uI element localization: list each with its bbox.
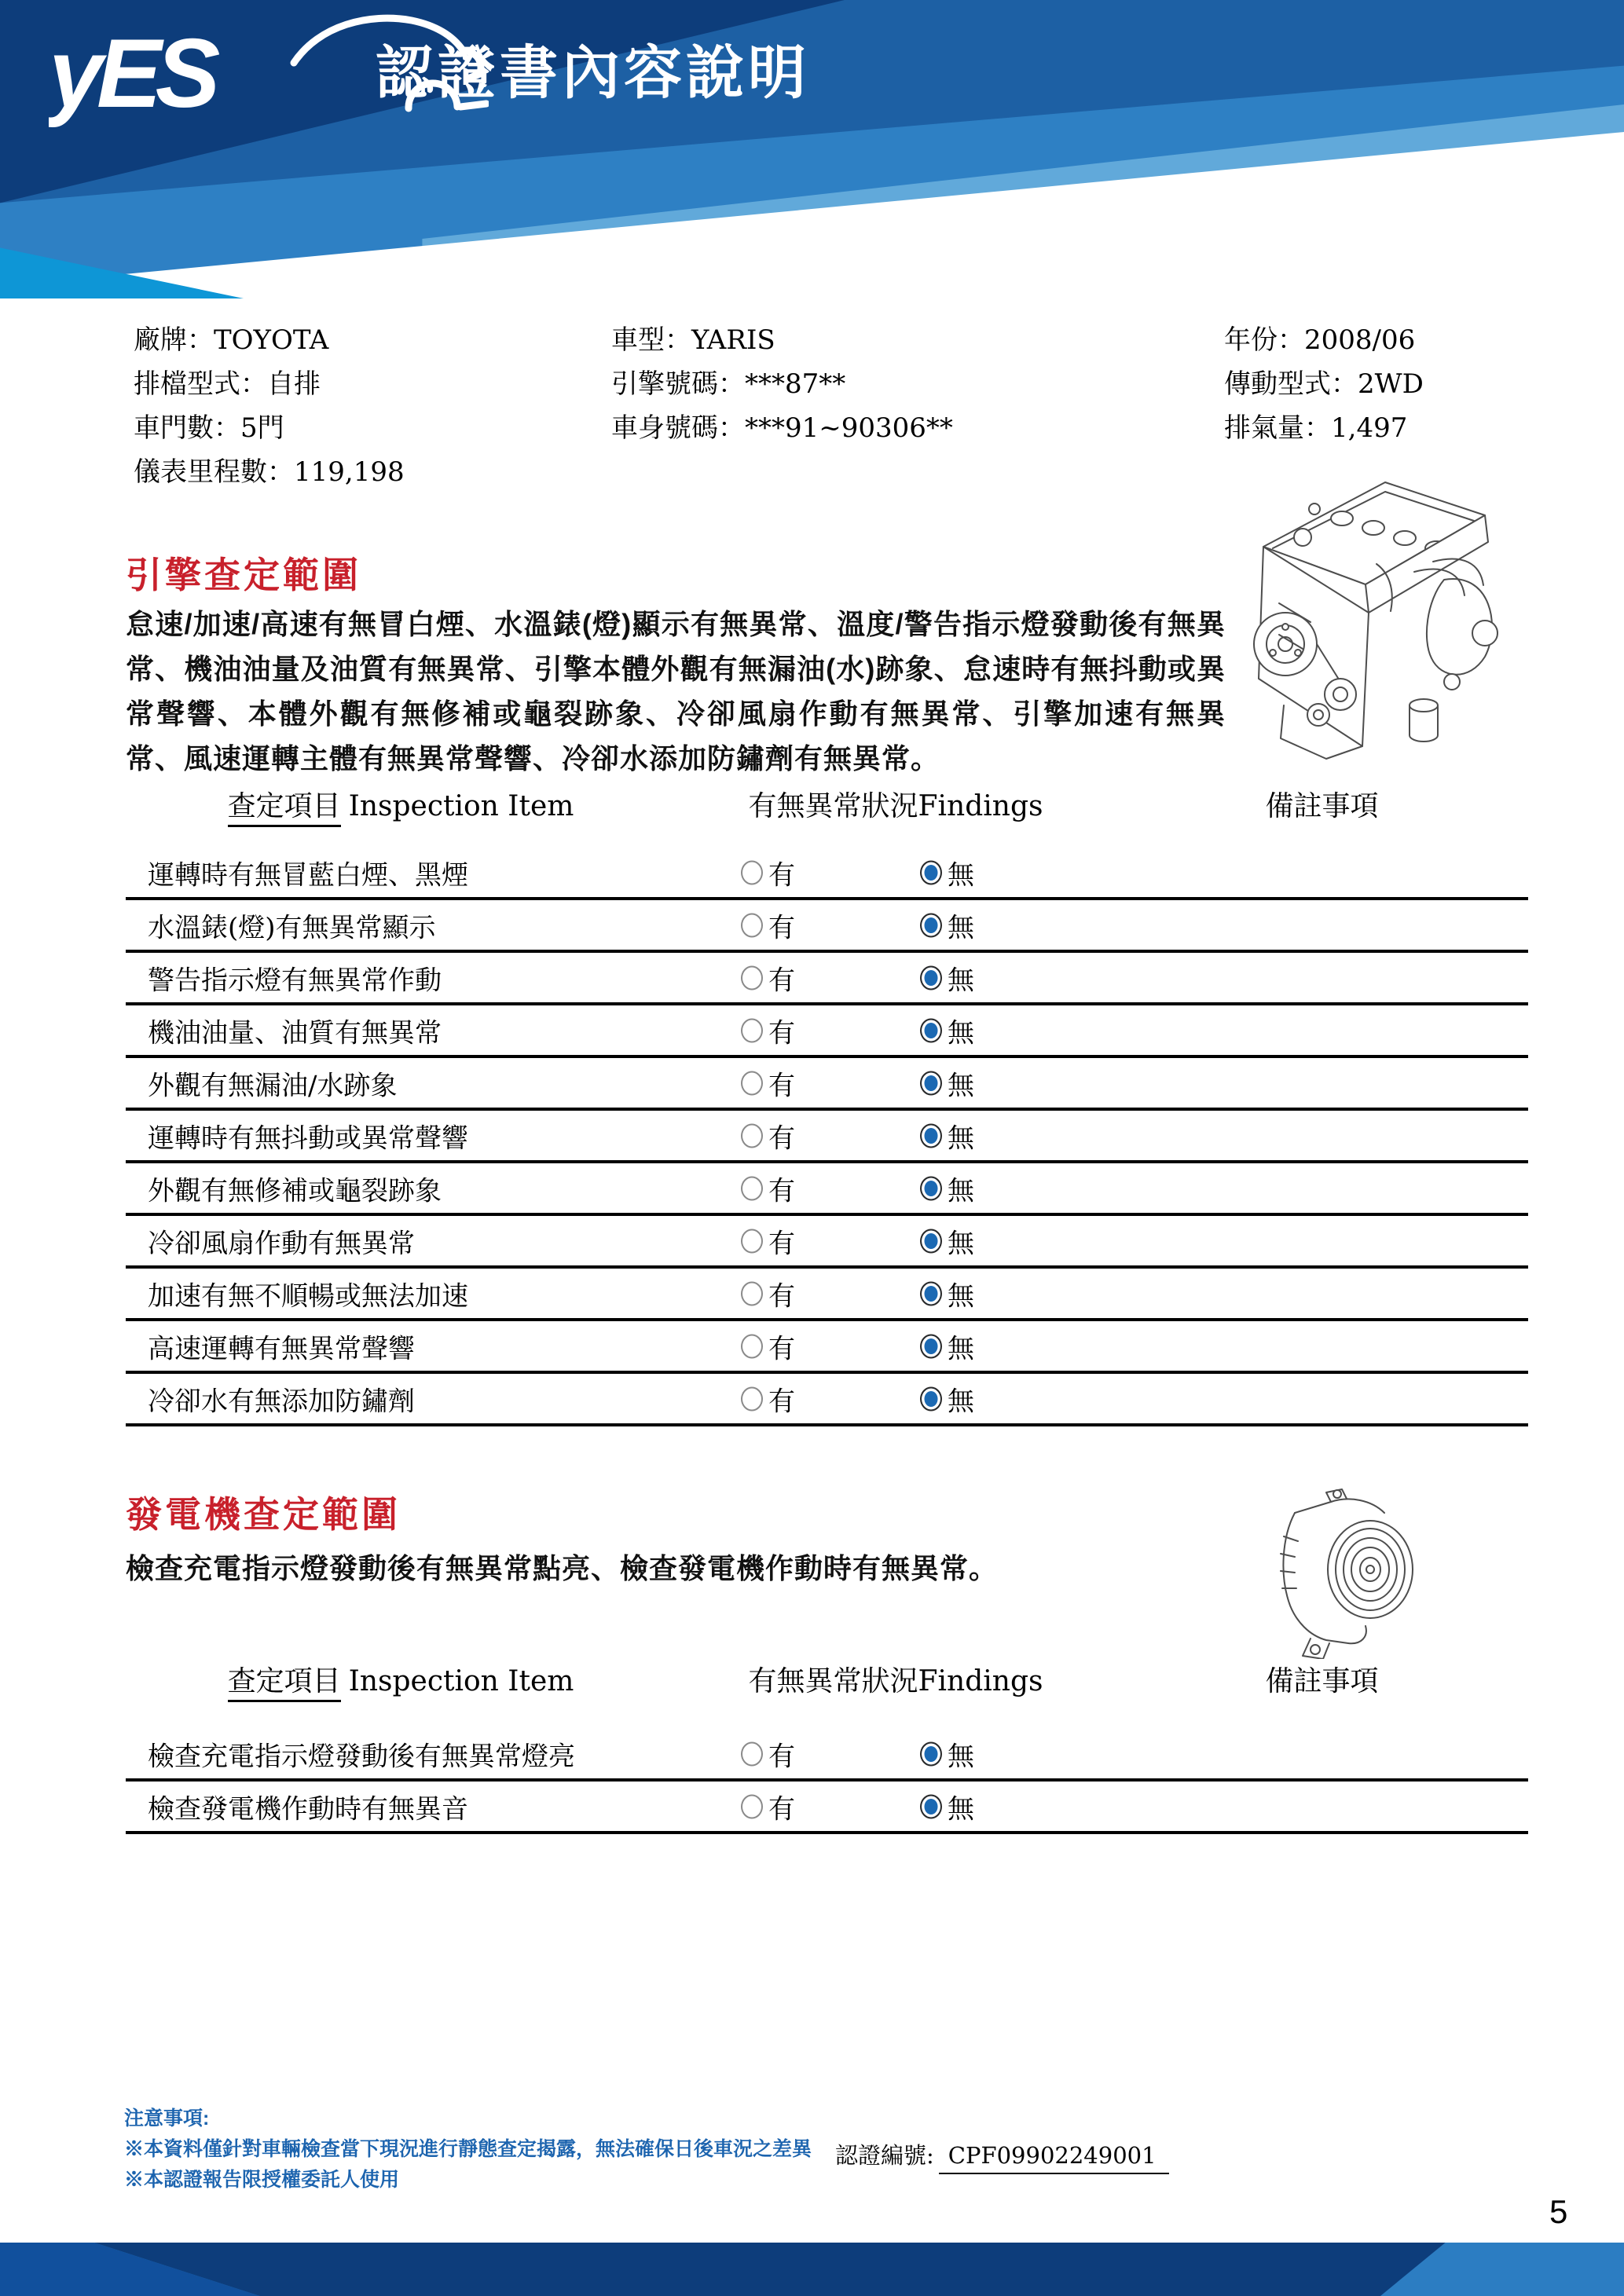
radio-yes-label: 有 (768, 1741, 795, 1772)
certificate-number-label: 認證編號: (835, 2142, 934, 2169)
table-row (126, 953, 1528, 1005)
vehicle-info-col1 (134, 318, 405, 494)
radio-circle-filled-icon[interactable] (920, 1386, 942, 1411)
inspection-item-label: 機油油量、油質有無異常 (148, 1017, 442, 1049)
radio-yes[interactable] (741, 1064, 795, 1102)
radio-circle-icon[interactable] (741, 1334, 763, 1358)
radio-no-label: 無 (948, 1386, 974, 1417)
radio-yes[interactable] (741, 958, 795, 997)
vehicle-year: 年份：2008/06 (1224, 324, 1416, 356)
inspection-item-label: 檢查充電指示燈發動後有無異常燈亮 (148, 1741, 575, 1772)
radio-no-selected[interactable] (920, 1734, 974, 1773)
radio-no-label: 無 (948, 1122, 974, 1154)
radio-circle-filled-icon[interactable] (920, 1334, 942, 1358)
vehicle-mileage: 儀表里程數：119,198 (134, 456, 405, 488)
radio-no-selected[interactable] (920, 906, 974, 944)
vehicle-model: 車型：YARIS (611, 324, 775, 356)
column-header-findings: 有無異常狀況Findings (748, 1665, 1043, 1697)
radio-no-selected[interactable] (920, 1221, 974, 1260)
inspection-item-label: 冷卻水有無添加防鏽劑 (148, 1386, 415, 1417)
radio-yes[interactable] (741, 1327, 795, 1365)
radio-no-selected[interactable] (920, 1379, 974, 1418)
table-row (126, 1058, 1528, 1111)
radio-circle-filled-icon[interactable] (920, 1018, 942, 1042)
generator-inspection-table (126, 1729, 1528, 1834)
radio-circle-icon[interactable] (741, 1229, 763, 1253)
page-title: 認證書內容說明 (376, 40, 810, 105)
engine-section-title: 引擎查定範圍 (126, 555, 361, 595)
radio-circle-filled-icon[interactable] (920, 1176, 942, 1200)
radio-yes[interactable] (741, 906, 795, 944)
radio-circle-filled-icon[interactable] (920, 913, 942, 937)
radio-yes-label: 有 (768, 1280, 795, 1312)
table-row (126, 1374, 1528, 1426)
generator-section-title: 發電機查定範圍 (126, 1494, 401, 1535)
generator-section-description: 檢查充電指示燈發動後有無異常點亮、檢查發電機作動時有無異常。 (126, 1552, 999, 1584)
radio-yes-label: 有 (768, 1228, 795, 1259)
radio-no-selected[interactable] (920, 1064, 974, 1102)
radio-circle-icon[interactable] (741, 1386, 763, 1411)
vehicle-displacement: 排氣量：1,497 (1224, 412, 1408, 444)
page-number: 5 (1549, 2193, 1568, 2230)
vehicle-vin: 車身號碼：***91~90306** (611, 412, 953, 444)
radio-no-label: 無 (948, 1175, 974, 1207)
radio-circle-icon[interactable] (741, 1071, 763, 1095)
radio-no-selected[interactable] (920, 1011, 974, 1049)
inspection-item-label: 加速有無不順暢或無法加速 (148, 1280, 468, 1312)
radio-no-selected[interactable] (920, 958, 974, 997)
alternator-illustration (1256, 1481, 1430, 1659)
vehicle-info-col3 (1224, 318, 1424, 450)
radio-yes[interactable] (741, 1734, 795, 1773)
table-row (126, 1216, 1528, 1269)
radio-no-label: 無 (948, 1333, 974, 1364)
radio-no-selected[interactable] (920, 1116, 974, 1155)
vehicle-doors: 車門數：5門 (134, 412, 284, 444)
radio-yes-label: 有 (768, 1175, 795, 1207)
table-row (126, 1321, 1528, 1374)
radio-circle-filled-icon[interactable] (920, 860, 942, 884)
radio-no-selected[interactable] (920, 1169, 974, 1207)
logo-text: yES (49, 20, 214, 128)
vehicle-info-col2 (611, 318, 953, 450)
vehicle-engine-no: 引擎號碼：***87** (611, 368, 846, 400)
table-row (126, 1005, 1528, 1058)
radio-no-label: 無 (948, 1741, 974, 1772)
engine-illustration (1208, 446, 1516, 767)
radio-circle-filled-icon[interactable] (920, 1281, 942, 1305)
radio-yes[interactable] (741, 1787, 795, 1825)
table-row (126, 1782, 1528, 1834)
radio-circle-filled-icon[interactable] (920, 965, 942, 990)
inspection-item-label: 外觀有無修補或龜裂跡象 (148, 1175, 442, 1207)
inspection-item-label: 運轉時有無冒藍白煙、黑煙 (148, 859, 468, 891)
radio-circle-icon[interactable] (741, 1123, 763, 1148)
radio-no-selected[interactable] (920, 1787, 974, 1825)
inspection-item-label: 警告指示燈有無異常作動 (148, 965, 442, 996)
table-row (126, 1729, 1528, 1782)
generator-table-header (126, 1659, 1528, 1699)
column-header-item: 查定項目 Inspection Item (126, 1659, 676, 1699)
inspection-item-label: 水溫錶(燈)有無異常顯示 (148, 912, 436, 943)
radio-circle-icon[interactable] (741, 1281, 763, 1305)
radio-no-label: 無 (948, 1017, 974, 1049)
engine-inspection-table (126, 848, 1528, 1426)
radio-circle-icon[interactable] (741, 860, 763, 884)
radio-no-selected[interactable] (920, 1274, 974, 1313)
radio-circle-icon[interactable] (741, 913, 763, 937)
column-header-item: 查定項目 Inspection Item (126, 784, 676, 824)
certificate-number-row (835, 2138, 1169, 2174)
footer-navy-shape (0, 2243, 1624, 2296)
vehicle-transmission: 排檔型式：自排 (134, 368, 321, 400)
header-banner (0, 0, 1624, 298)
notice-line: ※本認證報告限授權委託人使用 (124, 2169, 400, 2191)
radio-circle-icon[interactable] (741, 965, 763, 990)
vehicle-brand: 廠牌：TOYOTA (134, 324, 329, 356)
radio-circle-icon[interactable] (741, 1018, 763, 1042)
radio-yes-label: 有 (768, 1070, 795, 1101)
radio-no-label: 無 (948, 1070, 974, 1101)
radio-yes[interactable] (741, 1379, 795, 1418)
radio-no-label: 無 (948, 1280, 974, 1312)
inspection-item-label: 運轉時有無抖動或異常聲響 (148, 1122, 468, 1154)
column-header-remarks: 備註事項 (1265, 1665, 1379, 1697)
radio-circle-icon[interactable] (741, 1741, 763, 1766)
certificate-number-value: CPF09902249001 (939, 2142, 1169, 2174)
notice-title: 注意事項: (124, 2107, 210, 2129)
table-row (126, 848, 1528, 900)
engine-section-description: 怠速/加速/高速有無冒白煙、水溫錶(燈)顯示有無異常、溫度/警告指示燈發動後有無異常、機油油量及油質有無異常、引擎本體外觀有無漏油(水)跡象、怠速時有無抖動或異常聲響、本體外觀有無修補或龜裂跡象、冷卻風扇作動有無異常、引擎加速有無異常、風速運轉主體有無異常聲響、冷卻水添加防鏽劑有無異常。 (126, 608, 1226, 774)
radio-no-selected[interactable] (920, 853, 974, 892)
radio-yes-label: 有 (768, 1122, 795, 1154)
radio-circle-filled-icon[interactable] (920, 1741, 942, 1766)
inspection-item-label: 冷卻風扇作動有無異常 (148, 1228, 415, 1259)
radio-yes-label: 有 (768, 859, 795, 891)
radio-no-selected[interactable] (920, 1327, 974, 1365)
radio-yes[interactable] (741, 1011, 795, 1049)
radio-yes-label: 有 (768, 1333, 795, 1364)
table-row (126, 900, 1528, 953)
radio-circle-icon[interactable] (741, 1176, 763, 1200)
column-header-remarks: 備註事項 (1265, 790, 1379, 822)
footer-banner (0, 2243, 1624, 2296)
radio-circle-filled-icon[interactable] (920, 1229, 942, 1253)
radio-yes[interactable] (741, 1116, 795, 1155)
table-row (126, 1269, 1528, 1321)
table-row (126, 1163, 1528, 1216)
vehicle-drivetrain: 傳動型式：2WD (1224, 368, 1424, 400)
radio-yes-label: 有 (768, 1386, 795, 1417)
column-header-findings: 有無異常狀況Findings (748, 790, 1043, 822)
inspection-item-label: 高速運轉有無異常聲響 (148, 1333, 415, 1364)
radio-circle-filled-icon[interactable] (920, 1071, 942, 1095)
inspection-item-label: 外觀有無漏油/水跡象 (148, 1070, 398, 1101)
radio-yes-label: 有 (768, 1793, 795, 1825)
radio-yes-label: 有 (768, 912, 795, 943)
table-row (126, 1111, 1528, 1163)
radio-yes[interactable] (741, 1169, 795, 1207)
radio-circle-icon[interactable] (741, 1794, 763, 1818)
radio-yes[interactable] (741, 853, 795, 892)
radio-no-label: 無 (948, 912, 974, 943)
radio-circle-filled-icon[interactable] (920, 1794, 942, 1818)
radio-no-label: 無 (948, 1793, 974, 1825)
radio-no-label: 無 (948, 965, 974, 996)
radio-no-label: 無 (948, 1228, 974, 1259)
radio-yes-label: 有 (768, 1017, 795, 1049)
radio-yes-label: 有 (768, 965, 795, 996)
radio-no-label: 無 (948, 859, 974, 891)
notice-block (124, 2104, 812, 2195)
radio-yes[interactable] (741, 1274, 795, 1313)
radio-circle-filled-icon[interactable] (920, 1123, 942, 1148)
notice-line: ※本資料僅針對車輛檢查當下現況進行靜態查定揭露，無法確保日後車況之差異 (124, 2138, 812, 2160)
engine-table-header (126, 784, 1528, 824)
inspection-item-label: 檢查發電機作動時有無異音 (148, 1793, 468, 1825)
radio-yes[interactable] (741, 1221, 795, 1260)
